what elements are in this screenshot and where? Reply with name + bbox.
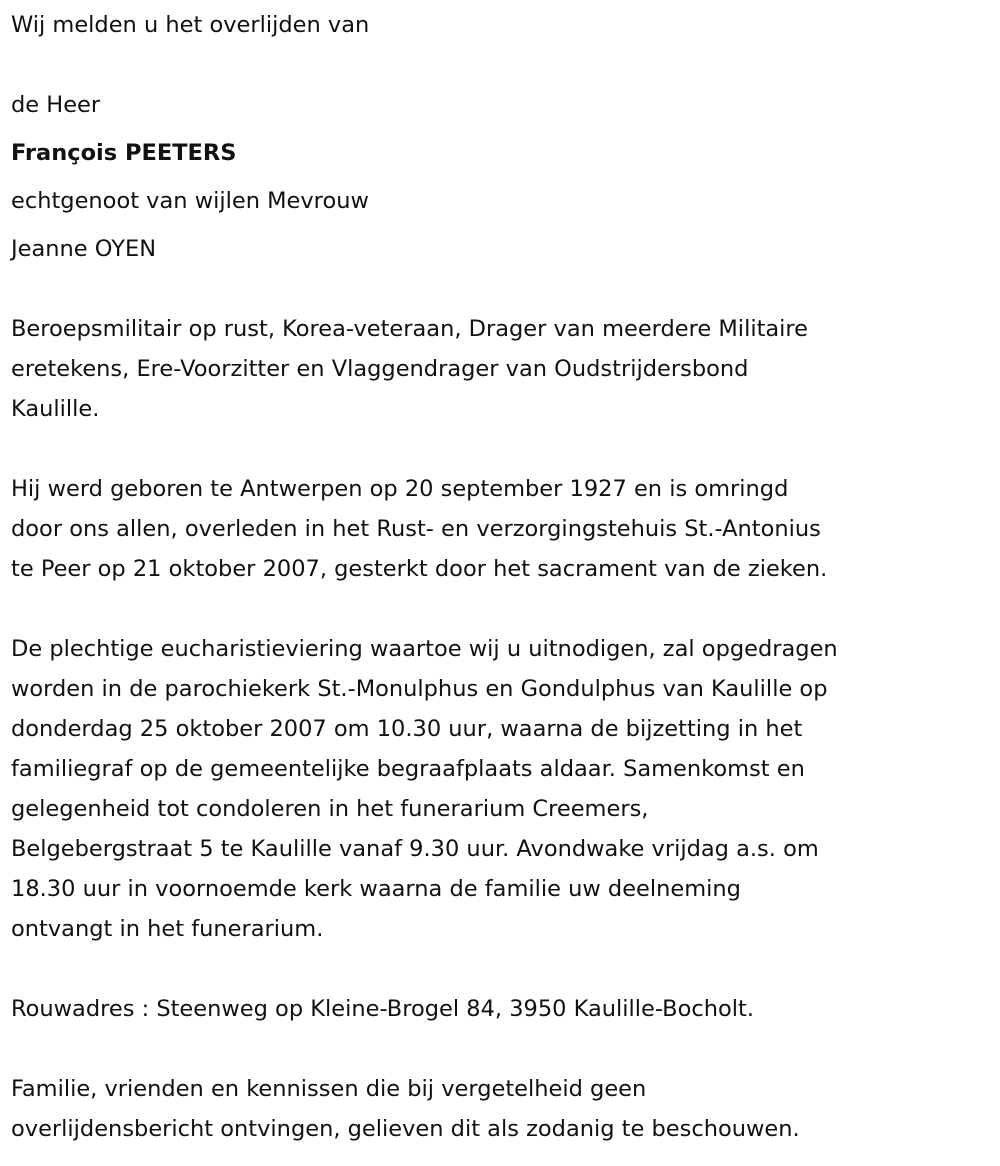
ceremony-line: 18.30 uur in voornoemde kerk waarna de familie uw deelneming — [11, 876, 741, 902]
closing-line: overlijdensbericht ontvingen, gelieven dit als zodanig te beschouwen. — [11, 1116, 800, 1142]
birth-death-line: Hij werd geboren te Antwerpen op 20 september 1927 en is omringd — [11, 476, 789, 502]
intro-line: Wij melden u het overlijden van — [11, 12, 370, 38]
ceremony-line: familiegraf op de gemeentelijke begraafplaats aldaar. Samenkomst en — [11, 756, 805, 782]
deceased-name: François PEETERS — [11, 140, 237, 166]
closing-line: Familie, vrienden en kennissen die bij vergetelheid geen — [11, 1076, 647, 1102]
career-line: eretekens, Ere-Voorzitter en Vlaggendrager van Oudstrijdersbond — [11, 356, 749, 382]
spouse-name: Jeanne OYEN — [11, 236, 157, 262]
ceremony-line: Belgebergstraat 5 te Kaulille vanaf 9.30 uur. Avondwake vrijdag a.s. om — [11, 836, 819, 862]
title-line: de Heer — [11, 92, 101, 118]
birth-death-line: te Peer op 21 oktober 2007, gesterkt door het sacrament van de zieken. — [11, 556, 828, 582]
career-line: Beroepsmilitair op rust, Korea-veteraan, Drager van meerdere Militaire — [11, 316, 809, 342]
mourning-address: Rouwadres : Steenweg op Kleine-Brogel 84, 3950 Kaulille-Bocholt. — [11, 996, 755, 1022]
ceremony-line: worden in de parochiekerk St.-Monulphus en Gondulphus van Kaulille op — [11, 676, 828, 702]
ceremony-line: donderdag 25 oktober 2007 om 10.30 uur, waarna de bijzetting in het — [11, 716, 803, 742]
ceremony-line: ontvangt in het funerarium. — [11, 916, 324, 942]
birth-death-line: door ons allen, overleden in het Rust- en verzorgingstehuis St.-Antonius — [11, 516, 821, 542]
career-line: Kaulille. — [11, 396, 100, 422]
ceremony-line: De plechtige eucharistieviering waartoe wij u uitnodigen, zal opgedragen — [11, 636, 838, 662]
spouse-label: echtgenoot van wijlen Mevrouw — [11, 188, 369, 214]
ceremony-line: gelegenheid tot condoleren in het funerarium Creemers, — [11, 796, 649, 822]
